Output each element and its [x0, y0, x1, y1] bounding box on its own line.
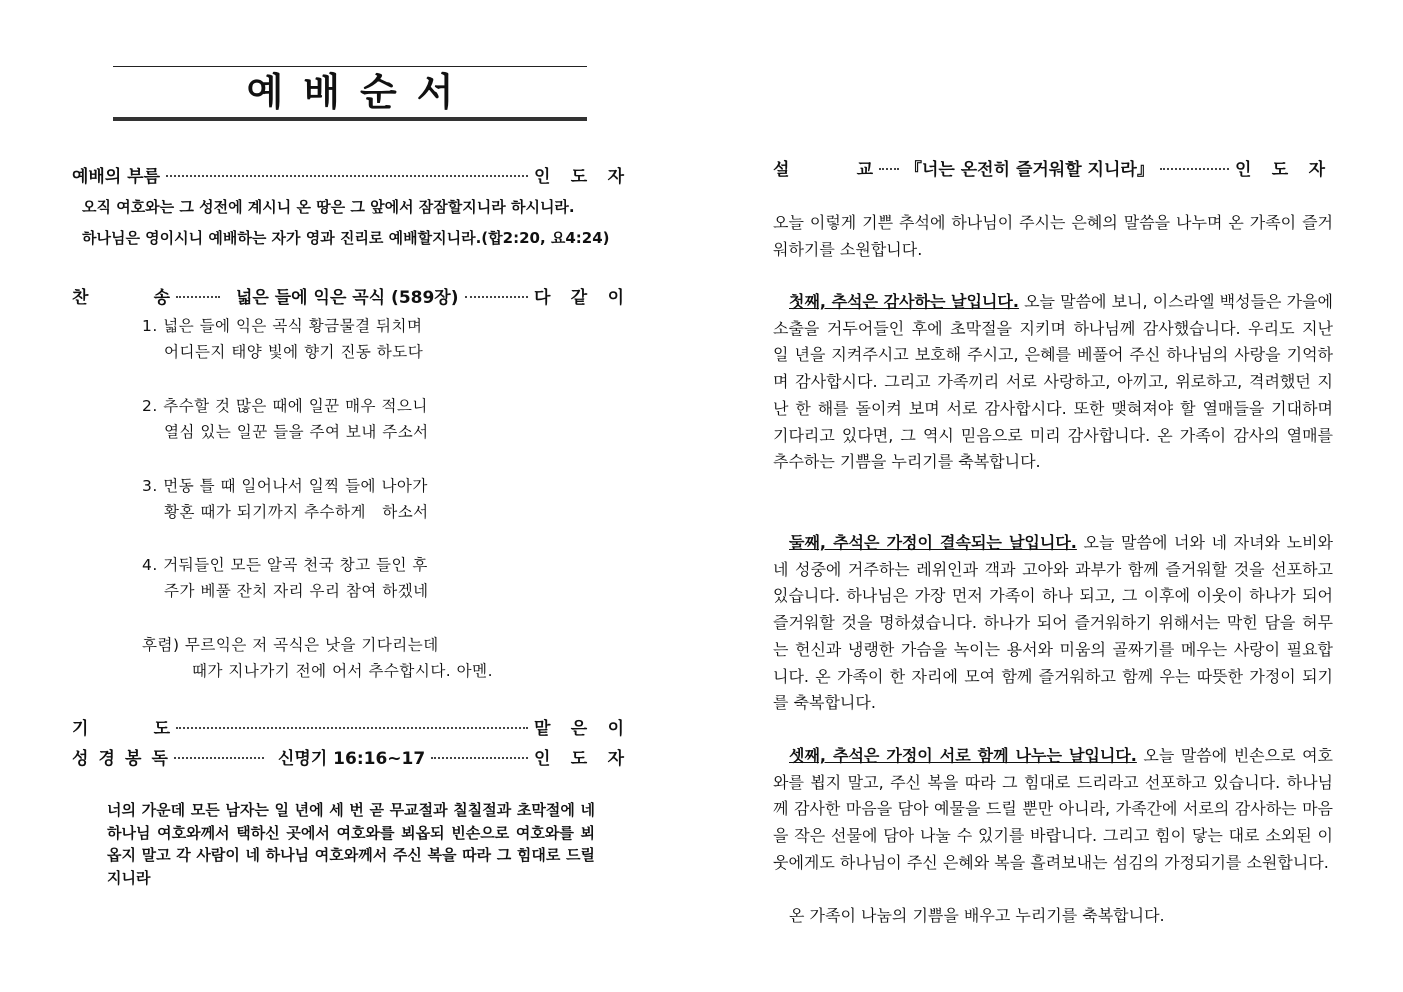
sermon-point-body: 오늘 말씀에 빈손으로 여호와를 뵙지 말고, 주신 복을 따라 그 힘대로 드리라고 선포하고 있습니다. 하나님께 감사한 마음을 담아 예물을 드릴 뿐만 아니라, 가족간에 서로의 감사하는 마음을 작은 선물에 담아 나눌 수 있기를 바랍니다. 그리고 힘이 닿는 대로 소외된 이웃에게도 하나님이 주신 은혜와 복을 흘려보내는 섬김의 가정되기를 소원합니다.: [773, 746, 1333, 872]
hymn-line: 4. 거둬들인 모든 알곡 천국 창고 들인 후: [142, 556, 428, 574]
title-top-rule: [113, 66, 587, 67]
order-role-prayer: 맡 은 이: [534, 718, 624, 739]
sermon-closing: 온 가족이 나눔의 기쁨을 배우고 누리기를 축복합니다.: [789, 906, 1165, 925]
order-label-call: 예배의 부름: [72, 166, 161, 187]
order-role-call: 인 도 자: [534, 166, 624, 187]
page-title: 예배순서: [246, 70, 474, 114]
call-verse-line: 하나님은 영이시니 예배하는 자가 영과 진리로 예배할지니라.(합2:20, 요4:24): [82, 229, 610, 247]
title-bottom-rule: [113, 117, 587, 121]
order-label-reading: 성 경 봉 독: [72, 748, 168, 769]
hymn-line: 열심 있는 일꾼 들을 주여 보내 주소서: [164, 423, 429, 441]
sermon-point-heading: 둘째, 추석은 가정이 결속되는 날입니다.: [789, 533, 1077, 552]
sermon-label: 설 교: [773, 159, 873, 180]
sermon-title: 『너는 온전히 즐거워할 지니라』: [905, 159, 1154, 180]
order-label-hymn: 찬 송: [72, 287, 170, 308]
scripture-text: 너의 가운데 모든 남자는 일 년에 세 번 곧 무교절과 칠칠절과 초막절에 네 하나님 여호와께서 택하신 곳에서 여호와를 뵈옵되 빈손으로 여호와를 뵈옵지 말고 각 사람이 네 하나님 여호와께서 주신 복을 따라 그 힘대로 드릴지니라: [107, 801, 595, 887]
hymn-refrain-line: 후렴) 무르익은 저 곡식은 낫을 기다리는데: [142, 636, 439, 654]
hymn-refrain-line: 때가 지나가기 전에 어서 추수합시다. 아멘.: [192, 662, 494, 680]
sermon-point-body: 오늘 말씀에 보니, 이스라엘 백성들은 가을에 소출을 거두어들인 후에 초막절을 지키며 하나님께 감사했습니다. 우리도 지난 일 년을 지켜주시고 보호해 주시고, 은혜를 베풀어 주신 하나님의 사랑을 기억하며 감사합시다. 그리고 가족끼리 서로 사랑하고, 아끼고, 위로하고, 격려했던 지난 한 해를 돌이켜 보며 서로 감사합시다. 또한 맺혀져야 할 열매들을 기대하며 기다리고 있다면, 그 역시 믿음으로 미리 감사합니다. 온 가족이 감사의 열매를 추수하는 기쁨을 누리기를 축복합니다.: [773, 292, 1334, 472]
hymn-title: 넓은 들에 익은 곡식 (589장): [236, 287, 459, 308]
hymn-line: 황혼 때가 되기까지 추수하게 하소서: [164, 503, 429, 521]
sermon-point-2: [773, 530, 1333, 717]
hymn-line: 어디든지 태양 빛에 향기 진동 하도다: [164, 343, 424, 361]
sermon-row: [773, 154, 1325, 180]
sermon-point-heading: 첫째, 추석은 감사하는 날입니다.: [789, 292, 1019, 311]
hymn-line: 2. 추수할 것 많은 때에 일꾼 매우 적으니: [142, 397, 428, 415]
leader-dots: [879, 168, 899, 170]
hymn-line: 1. 넓은 들에 익은 곡식 황금물결 뒤치며: [142, 317, 423, 335]
sermon-role: 인 도 자: [1235, 159, 1325, 180]
order-row-call: [72, 161, 624, 187]
sermon-point-body: 오늘 말씀에 너와 네 자녀와 노비와 네 성중에 거주하는 레위인과 객과 고아와 과부가 함께 즐거워할 것을 선포하고 있습니다. 하나님은 가장 먼저 가족이 하나 되고, 그 이후에 이웃이 하나가 되어 즐거워할 것을 명하셨습니다. 하나가 되어 즐거워하기 위해서는 막힌 담을 허무는 헌신과 냉랭한 가슴을 녹이는 용서와 미움의 골짜기를 메우는 사랑이 필요합니다. 온 가족이 한 자리에 모여 함께 즐거워하고 함께 우는 따뜻한 가정이 되기를 축복합니다.: [773, 533, 1334, 713]
order-role-reading: 인 도 자: [534, 748, 624, 769]
leader-dots: [1160, 168, 1229, 170]
leader-dots: [465, 296, 529, 298]
leader-dots: [176, 727, 528, 729]
order-row-prayer: [72, 713, 624, 739]
leader-dots: [166, 175, 528, 177]
order-label-prayer: 기 도: [72, 718, 170, 739]
order-row-reading: [72, 743, 624, 769]
hymn-line: 주가 베풀 잔치 자리 우리 참여 하겠네: [164, 582, 429, 600]
call-verse-line: 오직 여호와는 그 성전에 계시니 온 땅은 그 앞에서 잠잠할지니라 하시니라.: [82, 198, 575, 216]
order-row-hymn: [72, 282, 624, 308]
leader-dots: [174, 757, 264, 759]
sermon-point-heading: 셋째, 추석은 가정이 서로 함께 나누는 날입니다.: [789, 746, 1137, 765]
sermon-point-3: [773, 743, 1333, 877]
leader-dots: [176, 296, 220, 298]
reading-reference: 신명기 16:16~17: [278, 748, 426, 769]
sermon-point-1: [773, 289, 1333, 476]
order-role-hymn: 다 같 이: [534, 287, 624, 308]
hymn-line: 3. 먼동 틀 때 일어나서 일찍 들에 나아가: [142, 477, 428, 495]
leader-dots: [431, 757, 528, 759]
sermon-intro: 오늘 이렇게 기쁜 추석에 하나님이 주시는 은혜의 말씀을 나누며 온 가족이 즐거워하기를 소원합니다.: [773, 213, 1333, 259]
